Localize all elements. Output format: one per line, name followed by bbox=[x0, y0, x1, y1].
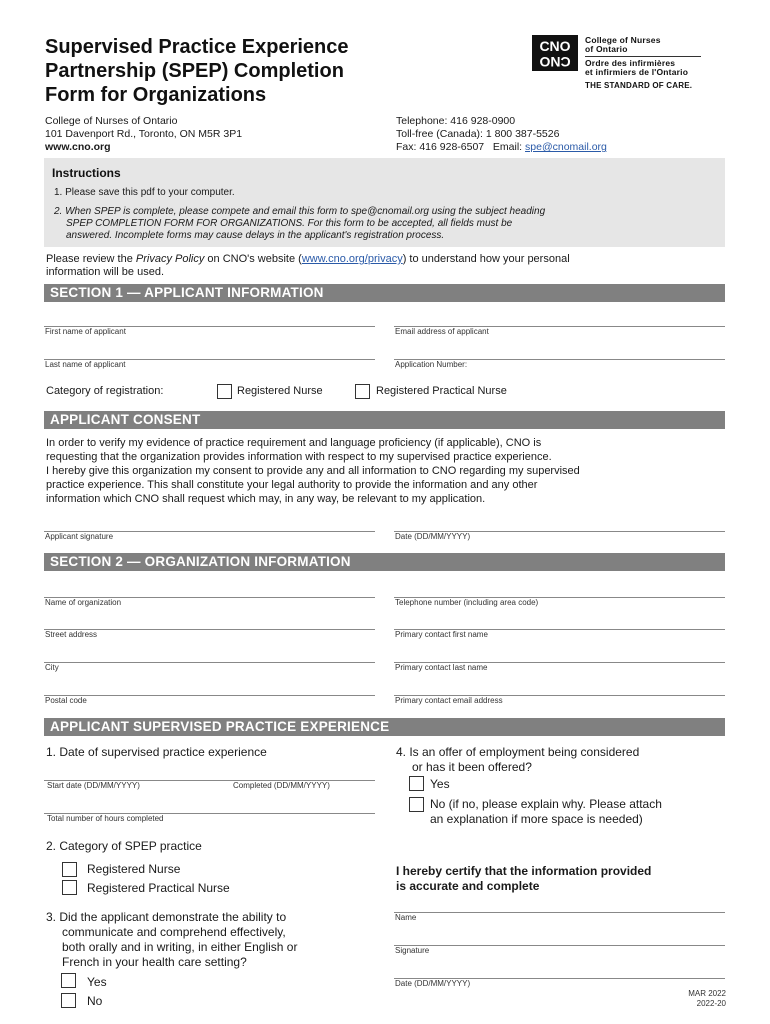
spep-registered-nurse-label: Registered Nurse bbox=[87, 862, 181, 876]
last-name-label: Last name of applicant bbox=[45, 360, 126, 369]
city-label: City bbox=[45, 663, 59, 672]
registered-nurse-label: Registered Nurse bbox=[237, 385, 323, 397]
email-label: Email address of applicant bbox=[395, 327, 489, 336]
spep-registered-nurse-checkbox[interactable] bbox=[62, 862, 77, 877]
section1-header: SECTION 1 — APPLICANT INFORMATION bbox=[44, 284, 725, 302]
form-version: MAR 2022 2022-20 bbox=[688, 989, 726, 1008]
q3-no-label: No bbox=[87, 994, 103, 1008]
privacy-link[interactable]: www.cno.org/privacy bbox=[301, 253, 403, 265]
total-hours-label: Total number of hours completed bbox=[47, 814, 164, 823]
contact-email-label: Primary contact email address bbox=[395, 696, 503, 705]
question-2: 2. Category of SPEP practice bbox=[46, 839, 202, 853]
registered-practical-nurse-checkbox[interactable] bbox=[355, 384, 370, 399]
q3-yes-label: Yes bbox=[87, 975, 107, 989]
postal-code-field[interactable] bbox=[44, 695, 375, 696]
cno-address: College of Nurses of Ontario 101 Davenport Rd., Toronto, ON M5R 3P1 www.cno.org bbox=[45, 115, 243, 153]
q3-no-checkbox[interactable] bbox=[61, 993, 76, 1008]
logo-wordmark: College of Nurses of Ontario Ordre des infirmières et infirmiers de l'Ontario bbox=[585, 36, 701, 77]
certifier-signature-field[interactable] bbox=[394, 945, 725, 946]
privacy-notice: Please review the Privacy Policy on CNO's website (www.cno.org/privacy) to understand how your personal information will be used. bbox=[46, 253, 570, 278]
logo-tagline: THE STANDARD OF CARE. bbox=[585, 81, 693, 90]
certifier-signature-label: Signature bbox=[395, 946, 430, 955]
email-link[interactable]: spe@cnomail.org bbox=[525, 141, 607, 153]
certifier-name-label: Name bbox=[395, 913, 417, 922]
q4-no-checkbox[interactable] bbox=[409, 797, 424, 812]
question-4: 4. Is an offer of employment being considered or has it been offered? bbox=[396, 745, 640, 774]
q3-yes-checkbox[interactable] bbox=[61, 973, 76, 988]
category-label: Category of registration: bbox=[46, 385, 164, 397]
cno-logo-icon bbox=[532, 35, 578, 71]
certifier-name-field[interactable] bbox=[394, 912, 725, 913]
consent-text: In order to verify my evidence of practice requirement and language proficiency (if applicable), CNO is requesting that the organization provides information with respect to my supervised practice experience. I hereby give this organization my consent to provide any and all information to CNO regarding my supervised practice experience. This shall constitute your legal authority to provide the information and any other information which CNO shall request which may, in any way, be relevant to my application. bbox=[46, 437, 580, 505]
certification-statement: I hereby certify that the information provided is accurate and complete bbox=[396, 864, 652, 893]
consent-header: APPLICANT CONSENT bbox=[44, 411, 725, 429]
contact-last-name-label: Primary contact last name bbox=[395, 663, 488, 672]
instruction-item-1: 1. Please save this pdf to your computer. bbox=[54, 187, 235, 198]
svg-text:CNO: CNO bbox=[539, 54, 571, 70]
q4-yes-label: Yes bbox=[430, 777, 450, 791]
question-1: 1. Date of supervised practice experience bbox=[46, 745, 267, 759]
experience-header: APPLICANT SUPERVISED PRACTICE EXPERIENCE bbox=[44, 718, 725, 736]
cno-contact-info: Telephone: 416 928-0900 Toll-free (Canada): 1 800 387-5526 Fax: 416 928-6507 Email: spe@cnomail.org bbox=[396, 115, 607, 153]
registered-nurse-checkbox[interactable] bbox=[217, 384, 232, 399]
organization-phone-label: Telephone number (including area code) bbox=[395, 598, 539, 607]
question-3: 3. Did the applicant demonstrate the ability to communicate and comprehend effectively, both orally and in writing, in either English or French in your health care setting? bbox=[46, 910, 298, 969]
organization-name-label: Name of organization bbox=[45, 598, 122, 607]
registered-practical-nurse-label: Registered Practical Nurse bbox=[376, 385, 507, 397]
postal-code-label: Postal code bbox=[45, 696, 87, 705]
completed-date-field[interactable]: Completed (DD/MM/YYYY) bbox=[233, 781, 330, 790]
page-title: Supervised Practice Experience Partnership (SPEP) Completion Form for Organizations bbox=[45, 36, 349, 106]
cno-website[interactable]: www.cno.org bbox=[45, 141, 111, 153]
applicant-signature-label: Applicant signature bbox=[45, 532, 114, 541]
contact-first-name-label: Primary contact first name bbox=[395, 630, 488, 639]
instructions-title: Instructions bbox=[52, 166, 121, 180]
spep-registered-practical-nurse-checkbox[interactable] bbox=[62, 880, 77, 895]
q4-yes-checkbox[interactable] bbox=[409, 776, 424, 791]
application-number-label: Application Number: bbox=[395, 360, 468, 369]
instruction-item-2: 2. When SPEP is complete, please compete and email this form to spe@cnomail.org using the subject heading SPEP COMPLETION FORM FOR ORGANIZATIONS. For this form to be accepted, all fields must be answered. Incomplete forms may cause delays in the applicant's registration process. bbox=[54, 206, 546, 241]
street-address-label: Street address bbox=[45, 630, 98, 639]
certifier-date-label: Date (DD/MM/YYYY) bbox=[395, 979, 471, 988]
city-field[interactable] bbox=[44, 662, 375, 663]
consent-date-label: Date (DD/MM/YYYY) bbox=[395, 532, 471, 541]
section2-header: SECTION 2 — ORGANIZATION INFORMATION bbox=[44, 553, 725, 571]
svg-text:CNO: CNO bbox=[539, 38, 571, 54]
start-date-field[interactable]: Start date (DD/MM/YYYY) bbox=[47, 781, 140, 790]
spep-registered-practical-nurse-label: Registered Practical Nurse bbox=[87, 881, 230, 895]
first-name-label: First name of applicant bbox=[45, 327, 126, 336]
q4-no-label: No (if no, please explain why. Please attach an explanation if more space is needed) bbox=[430, 797, 662, 826]
